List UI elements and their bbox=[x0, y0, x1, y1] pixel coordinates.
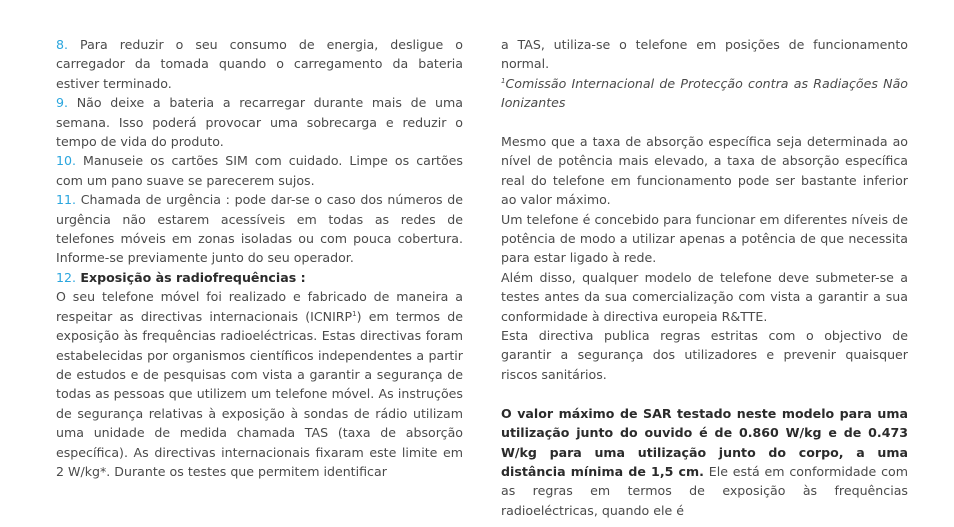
item-10 bbox=[56, 151, 463, 190]
paragraph: Além disso, qualquer modelo de telefone deve submeter-se a testes antes da sua comercialização com vista a garantir a sua conformidade à directiva europeia R&TTE. bbox=[501, 269, 908, 324]
footnote-text: Comissão Internacional de Protecção contra as Radiações Não Ionizantes bbox=[501, 75, 908, 111]
item-12-heading bbox=[56, 268, 463, 287]
spacer bbox=[501, 113, 908, 132]
footnote bbox=[501, 74, 908, 113]
sar-paragraph bbox=[501, 404, 908, 520]
item-9 bbox=[56, 93, 463, 151]
item-number: 12. bbox=[56, 269, 77, 285]
paragraph: Mesmo que a taxa de absorção específica seja determinada ao nível de potência mais elevado, a taxa de absorção específica real do telefone em funcionamento pode ser bastante inferior ao valor máximo. bbox=[501, 134, 908, 208]
item-number: 9. bbox=[56, 95, 69, 111]
item-number: 11. bbox=[56, 192, 77, 208]
para-text: ) em termos de exposição às frequências radioeléctricas. Estas directivas foram estabelecidas por organismos científicos independentes a partir de estudos e de pesquisas com vista a garantir a segurança de todas as pessoas que utilizem um telefone móvel. As instruções de segurança relativas à exposição à sondas de rádio utilizam uma unidade de medida chamada TAS (taxa de absorção específica). As directivas internacionais fixaram este limite em 2 W/kg*. Durante os testes que permitem identificar bbox=[56, 308, 464, 479]
continued-paragraph: a TAS, utiliza-se o telefone em posições de funcionamento normal. bbox=[501, 37, 908, 72]
item-11 bbox=[56, 190, 463, 268]
footnote-marker: 1 bbox=[501, 76, 506, 85]
sar-value-text: O valor máximo de SAR testado neste modelo para uma utilização junto do ouvido é de 0.860 W/kg e de 0.473 W/kg para uma utilização junto do corpo, a uma distância mínima de 1,5 cm. bbox=[501, 405, 908, 479]
item-text: Para reduzir o seu consumo de energia, desligue o carregador da tomada quando o carregamento da bateria estiver terminado. bbox=[56, 37, 463, 91]
right-column bbox=[501, 35, 908, 520]
item-8 bbox=[56, 35, 463, 93]
paragraph: Um telefone é concebido para funcionar em diferentes níveis de potência de modo a utilizar apenas a potência de que necessita para estar ligado à rede. bbox=[501, 211, 908, 266]
left-column bbox=[56, 35, 463, 481]
paragraph: Esta directiva publica regras estritas com o objectivo de garantir a segurança dos utilizadores e prevenir quaisquer riscos sanitários. bbox=[501, 328, 908, 382]
sar-rest-text: Ele está em conformidade com as regras em termos de exposição às frequências radioeléctricas, quando ele é bbox=[501, 463, 908, 518]
item-number: 10. bbox=[56, 153, 77, 169]
para-text: O seu telefone móvel foi realizado e fabricado de maneira a respeitar as directivas internacionais (ICNIRP bbox=[56, 289, 463, 324]
item-text: Chamada de urgência : pode dar-se o caso dos números de urgência não estarem acessíveis em todas as redes de telefones móveis em zonas isoladas ou com pouca cobertura. Informe-se previamente junto do seu operador. bbox=[56, 192, 463, 266]
spacer bbox=[501, 384, 908, 403]
item-text: Manuseie os cartões SIM com cuidado. Limpe os cartões com um pano suave se parecerem sujos. bbox=[56, 153, 463, 188]
radiofrequency-paragraph bbox=[56, 287, 463, 481]
item-text: Não deixe a bateria a recarregar durante mais de uma semana. Isso poderá provocar uma sobrecarga e reduzir o tempo de vida do produto. bbox=[56, 95, 463, 150]
item-number: 8. bbox=[56, 37, 69, 52]
item-title: Exposição às radiofrequências : bbox=[76, 269, 306, 285]
footnote-ref: 1 bbox=[352, 309, 357, 318]
